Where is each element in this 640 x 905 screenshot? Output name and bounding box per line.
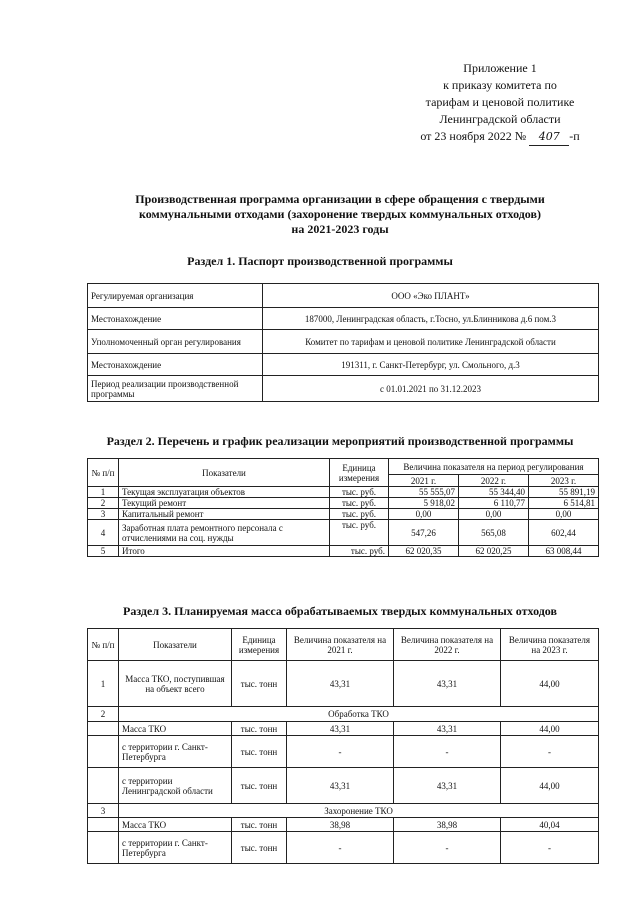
- value-2023: -: [501, 832, 599, 864]
- header-2023: Величина показателя на 2023 г.: [501, 629, 599, 661]
- header-num: № п/п: [88, 629, 119, 661]
- row-indicator: Масса ТКО: [119, 818, 232, 832]
- section-1-heading: Раздел 1. Паспорт производственной программы: [187, 254, 453, 268]
- table-row: [88, 520, 599, 546]
- header-num: № п/п: [88, 459, 119, 487]
- header-unit: Единица измерения: [232, 629, 287, 661]
- table-row: [88, 736, 599, 768]
- passport-label: Период реализации производственной программы: [88, 376, 263, 402]
- value-2021: -: [287, 736, 394, 768]
- header-unit: Единица измерения: [330, 459, 389, 487]
- title-line-2: коммунальными отходами (захоронение твердых коммунальных отходов): [139, 207, 541, 221]
- value-2023: 40,04: [501, 818, 599, 832]
- table-row: [88, 661, 599, 707]
- row-indicator: Масса ТКО, поступившая на объект всего: [119, 661, 232, 707]
- passport-value: 187000, Ленинградская область, г.Тосно, ул.Блинникова д.6 пом.3: [263, 308, 599, 330]
- value-2022: -: [394, 832, 501, 864]
- header-2022: Величина показателя на 2022 г.: [394, 629, 501, 661]
- header-year-2023: 2023 г.: [528, 475, 598, 487]
- document-title: [100, 192, 580, 237]
- annex-line-1: Приложение 1: [463, 61, 537, 75]
- table-row: [88, 722, 599, 736]
- row-indicator: Текущая эксплуатация объектов: [119, 487, 330, 498]
- row-num: 4: [88, 520, 119, 546]
- table-row: [88, 818, 599, 832]
- value-2021: -: [287, 832, 394, 864]
- header-2021: Величина показателя на 2021 г.: [287, 629, 394, 661]
- value-2021: 43,31: [287, 722, 394, 736]
- row-indicator: с территории г. Санкт-Петербурга: [119, 736, 232, 768]
- table-row: [88, 832, 599, 864]
- title-line-3: на 2021-2023 годы: [291, 222, 389, 236]
- row-indicator: с территории Ленинградской области: [119, 768, 232, 804]
- annex-line-4: Ленинградской области: [439, 112, 561, 126]
- passport-value: Комитет по тарифам и ценовой политике Ленинградской области: [263, 330, 599, 354]
- row-indicator: Итого: [119, 546, 330, 557]
- value-2022: 62 020,25: [458, 546, 528, 557]
- section-2-table: [87, 458, 599, 557]
- table-row: [88, 354, 599, 376]
- passport-label: Уполномоченный орган регулирования: [88, 330, 263, 354]
- value-2022: 38,98: [394, 818, 501, 832]
- value-2021: 5 918,02: [389, 498, 459, 509]
- value-2023: 63 008,44: [528, 546, 598, 557]
- annex-line-3: тарифам и ценовой политике: [425, 95, 575, 109]
- annex-date-line: [400, 128, 600, 146]
- row-indicator: Капитальный ремонт: [119, 509, 330, 520]
- row-num: 5: [88, 546, 119, 557]
- row-num: 2: [88, 707, 119, 722]
- table-row: [88, 308, 599, 330]
- row-unit: тыс. тонн: [232, 768, 287, 804]
- row-unit: тыс. тонн: [232, 661, 287, 707]
- row-indicator: Масса ТКО: [119, 722, 232, 736]
- value-2023: 44,00: [501, 768, 599, 804]
- passport-label: Регулируемая организация: [88, 284, 263, 308]
- row-num: 2: [88, 498, 119, 509]
- annex-date: от 23 ноября 2022 №: [420, 129, 527, 143]
- value-2023: 602,44: [528, 520, 598, 546]
- value-2022: 565,08: [458, 520, 528, 546]
- table-group-row: [88, 707, 599, 722]
- row-indicator: Заработная плата ремонтного персонала с отчислениями на соц. нужды: [119, 520, 330, 546]
- table-row: [88, 498, 599, 509]
- row-unit: тыс. руб.: [330, 509, 389, 520]
- row-num: 3: [88, 804, 119, 818]
- value-2023: 44,00: [501, 661, 599, 707]
- header-indicator: Показатели: [119, 629, 232, 661]
- section-3-table: [87, 628, 599, 864]
- value-2022: 43,31: [394, 722, 501, 736]
- row-indicator: с территории г. Санкт-Петербурга: [119, 832, 232, 864]
- value-2022: 43,31: [394, 661, 501, 707]
- value-2021: 43,31: [287, 661, 394, 707]
- value-2023: -: [501, 736, 599, 768]
- row-unit: тыс. тонн: [232, 736, 287, 768]
- value-2023: 0,00: [528, 509, 598, 520]
- passport-value: с 01.01.2021 по 31.12.2023: [263, 376, 599, 402]
- value-2021: 0,00: [389, 509, 459, 520]
- passport-value: 191311, г. Санкт-Петербург, ул. Смольного, д.3: [263, 354, 599, 376]
- row-unit: тыс. тонн: [232, 722, 287, 736]
- row-indicator: Текущий ремонт: [119, 498, 330, 509]
- table-group-row: [88, 804, 599, 818]
- value-2021: 547,26: [389, 520, 459, 546]
- value-2022: -: [394, 736, 501, 768]
- header-year-2022: 2022 г.: [458, 475, 528, 487]
- row-unit: тыс. тонн: [232, 818, 287, 832]
- value-2023: 44,00: [501, 722, 599, 736]
- table-row: [88, 330, 599, 354]
- row-num: 1: [88, 661, 119, 707]
- header-indicator: Показатели: [119, 459, 330, 487]
- value-2023: 6 514,81: [528, 498, 598, 509]
- table-row: [88, 546, 599, 557]
- value-2022: 6 110,77: [458, 498, 528, 509]
- value-2021: 55 555,07: [389, 487, 459, 498]
- row-unit: тыс. руб.: [330, 487, 389, 498]
- table-row: [88, 768, 599, 804]
- annex-order-number: 407: [529, 128, 569, 146]
- annex-suffix: -п: [569, 129, 580, 143]
- value-2021: 62 020,35: [389, 546, 459, 557]
- row-unit: тыс. тонн: [232, 832, 287, 864]
- group-label: Обработка ТКО: [119, 707, 599, 722]
- section-3-heading: Раздел 3. Планируемая масса обрабатываемых твердых коммунальных отходов: [123, 604, 557, 618]
- title-line-1: Производственная программа организации в сфере обращения с твердыми: [135, 192, 545, 206]
- table-row: [88, 284, 599, 308]
- value-2023: 55 891,19: [528, 487, 598, 498]
- annex-line-2: к приказу комитета по: [443, 78, 557, 92]
- value-2022: 43,31: [394, 768, 501, 804]
- table-header-row: [88, 629, 599, 661]
- group-label: Захоронение ТКО: [119, 804, 599, 818]
- table-row: [88, 509, 599, 520]
- value-2021: 43,31: [287, 768, 394, 804]
- header-year-2021: 2021 г.: [389, 475, 459, 487]
- row-num: 3: [88, 509, 119, 520]
- table-row: [88, 487, 599, 498]
- row-num: 1: [88, 487, 119, 498]
- row-unit: тыс. руб.: [330, 520, 389, 546]
- header-period: Величина показателя на период регулирования: [389, 459, 599, 475]
- section-1-table: [87, 283, 599, 402]
- table-row: [88, 376, 599, 402]
- passport-label: Местонахождение: [88, 354, 263, 376]
- annex-block: [400, 60, 600, 146]
- value-2022: 0,00: [458, 509, 528, 520]
- row-unit: тыс. руб.: [330, 498, 389, 509]
- passport-value: ООО «Эко ПЛАНТ»: [263, 284, 599, 308]
- row-unit: тыс. руб.: [330, 546, 389, 557]
- table-header-row: [88, 459, 599, 475]
- section-2-heading: Раздел 2. Перечень и график реализации мероприятий производственной программы: [106, 434, 574, 448]
- passport-label: Местонахождение: [88, 308, 263, 330]
- value-2021: 38,98: [287, 818, 394, 832]
- value-2022: 55 344,40: [458, 487, 528, 498]
